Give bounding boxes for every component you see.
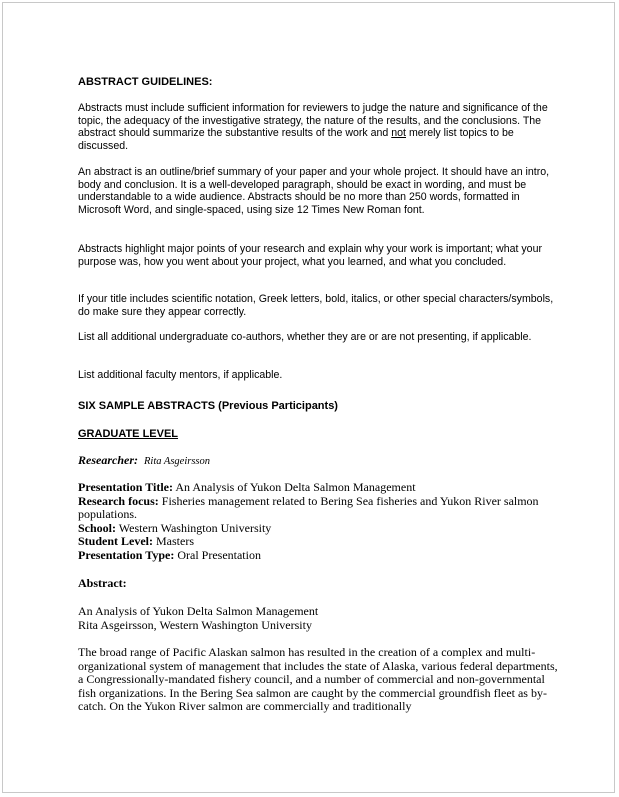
p1-not-underlined: not <box>391 127 406 139</box>
samples-heading: SIX SAMPLE ABSTRACTS (Previous Participants) <box>78 400 338 412</box>
guidelines-paragraph-4: If your title includes scientific notation, Greek letters, bold, italics, or other special characters/symbols, do make sure they appear correctly. <box>78 293 554 318</box>
p1-text-b: merely list topics to be discussed. <box>78 127 514 152</box>
research-focus-value: Fisheries management related to Bering Sea fisheries and Yukon River salmon populations. <box>78 493 539 522</box>
document-page <box>2 2 615 793</box>
abstract-author: Rita Asgeirsson, Western Washington University <box>78 617 312 632</box>
graduate-level-heading: GRADUATE LEVEL <box>78 428 179 440</box>
p1-text-a: Abstracts must include sufficient information for reviewers to judge the nature and significance of the topic, the adequacy of the investigative strategy, the nature of the results, and the conclusions. The abstract should summarize the substantive results of the work and <box>78 102 548 139</box>
school-line <box>78 522 558 536</box>
presentation-title-value: An Analysis of Yukon Delta Salmon Management <box>173 480 416 494</box>
abstract-body: The broad range of Pacific Alaskan salmon has resulted in the creation of a complex and multi-organizational system of management that includes the state of Alaska, various federal departments, a Congressionally-mandated fishery council, and a number of commercial and non-governmental fish organizations. In the Bering Sea salmon are caught by the commercial groundfish fleet as by-catch. On the Yukon River salmon are commercially and traditionally <box>78 645 558 714</box>
presentation-type-line <box>78 549 558 563</box>
researcher-label: Researcher: <box>78 453 138 467</box>
research-focus-line <box>78 495 558 522</box>
student-level-value: Masters <box>153 534 194 549</box>
presentation-type-value: Oral Presentation <box>174 547 261 562</box>
school-label: School: <box>78 520 117 535</box>
abstract-title: An Analysis of Yukon Delta Salmon Management <box>78 604 319 618</box>
presentation-details <box>78 481 558 563</box>
presentation-type-label: Presentation Type: <box>78 547 175 562</box>
guidelines-paragraph-3: Abstracts highlight major points of your research and explain why your work is important; what your purpose was, how you went about your project, what you learned, and what you concluded. <box>78 243 542 268</box>
guidelines-paragraph-2: An abstract is an outline/brief summary of your paper and your whole project. It should have an intro, body and conclusion. It is a well-developed paragraph, should be exact in wording, and must be understandable to a wide audience. Abstracts should be no more than 250 words, formatted in Microsoft Word, and single-spaced, using size 12 Times New Roman font. <box>78 166 550 216</box>
student-level-label: Student Level: <box>78 534 153 549</box>
researcher-line <box>78 454 558 469</box>
guidelines-heading: ABSTRACT GUIDELINES: <box>78 76 213 88</box>
student-level-line <box>78 535 558 549</box>
guidelines-paragraph-5: List all additional undergraduate co-authors, whether they are or are not presenting, if applicable. <box>78 331 532 343</box>
presentation-title-line <box>78 481 558 495</box>
abstract-header <box>78 605 558 632</box>
abstract-label: Abstract: <box>78 576 127 590</box>
guidelines-paragraph-6: List additional faculty mentors, if applicable. <box>78 369 283 381</box>
research-focus-label: Research focus: <box>78 493 159 508</box>
presentation-title-label: Presentation Title: <box>78 480 173 494</box>
researcher-name: Rita Asgeirsson <box>144 456 211 467</box>
guidelines-paragraph-1 <box>78 102 558 152</box>
school-value: Western Washington University <box>116 520 272 535</box>
